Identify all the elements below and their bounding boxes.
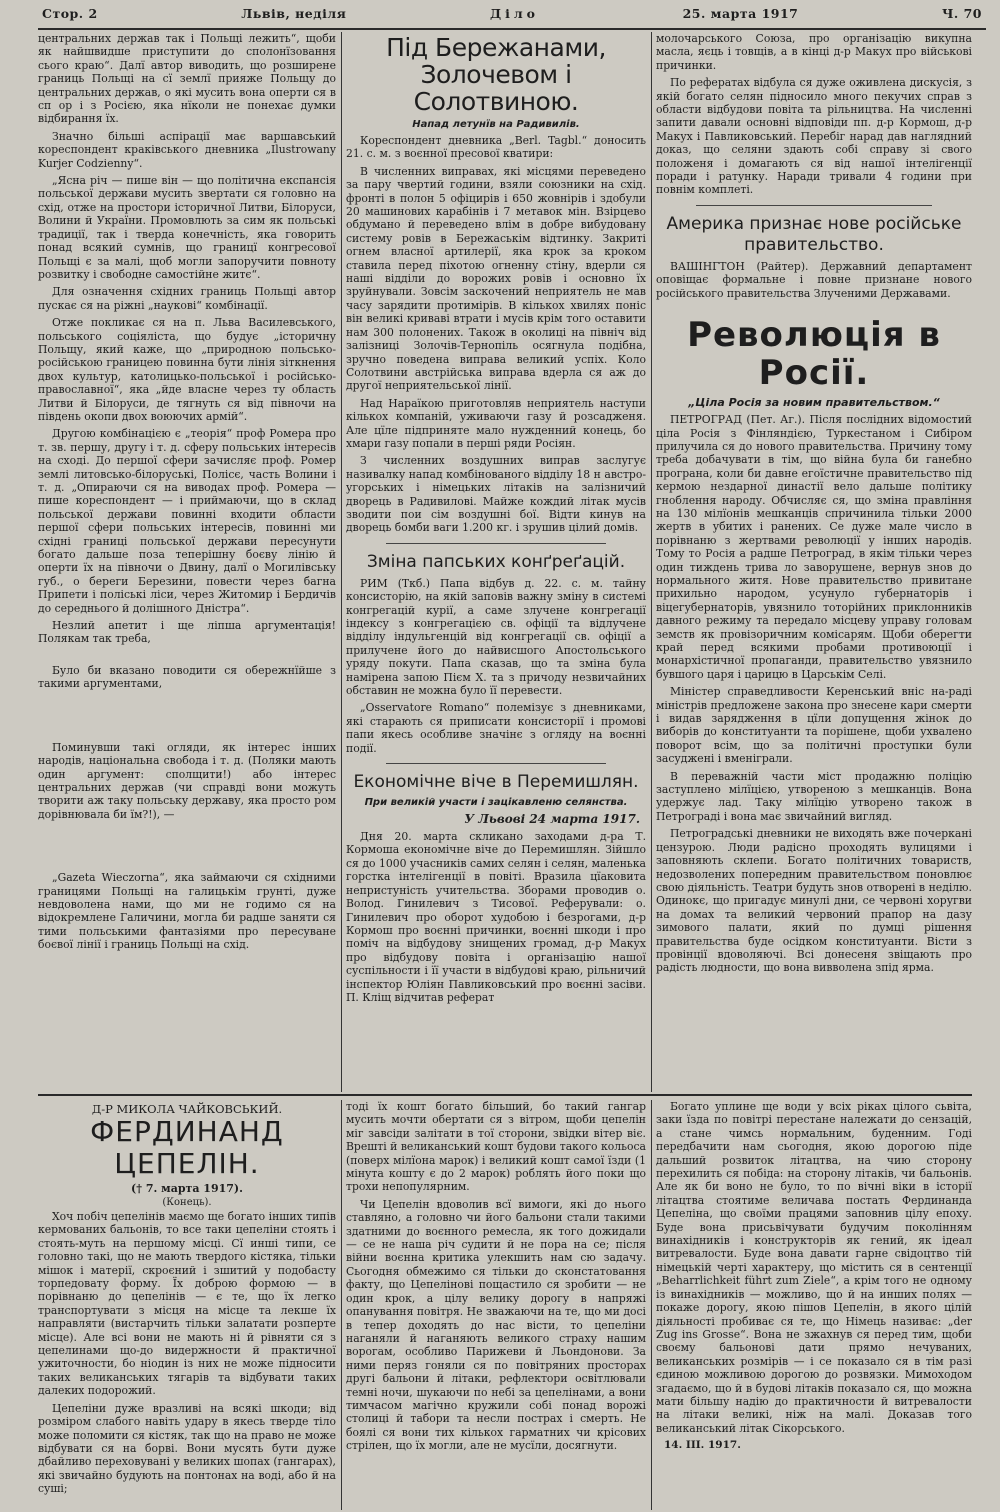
headline-america: Америка признає нове російське правительство. bbox=[666, 213, 962, 255]
conclusion-note: (Конець). bbox=[162, 1197, 212, 1208]
paragraph: тоді їх кошт богато більший, бо такий гангар мусить мочти обертати ся з вітром, щоби цепелін міг завсіди залітати в тої сторони, звідки вітер віє. Врешті й великанський кошт будови такого кольоса (поверх мілїона марок) і великий кошт самої їзди (1 мінута кошту є до 2 марок) роблять його поки що трохи непопулярним. bbox=[346, 1100, 646, 1194]
paragraph: Богато уплине ще води у всіх ріках цілого сьвіта, заки їзда по повітрі перестане належати до сензацій, а стане чимсь нормальним, буденним. Годі передбачити нам сьогодня, якою дорогою піде дальший розвиток літацтва, на чию сторону перехилить ся побіда: на сторону літаків, чи бальонів. Але як би воно не було, то по вічні віки в історії літацтва стоятиме величава постать Фердинанда Цепеліна, що своїми працями заповнив цілу епоху. Буде вона присьвічувати будучим поколінням винахідників і конструкторів як гений, як ідеал витревалости. Буде вона давати гарне свідоцтво тій німецькій черті характеру, що містить ся в сентенції „Beharrlichkeit führt zum Ziele“, а крім того не одному із винахідників — можливо, що й на инших полях — покаже дорогу, якою пішов Цепелін, в якого цілій діяльності пробиває ся те, що Німець називає: „der Zug ins Grosse“. Вона не зжахнув ся перед тим, щоби своєму бальонові дати прямо нечуваних, великанських розмірів — і се показало ся в тім разі єдиною можливою дорогою до розвязки. Мимоходом згадаємо, що й в будові літаків показало ся, що можна мати більшу надію до практичности й витревалости на літаки великі, ніж на малі. Доказав того великанський літак Сікорського. bbox=[656, 1100, 972, 1435]
article-separator bbox=[696, 205, 932, 206]
paragraph: Над Нараїкою приготовляв неприятель наступи кількох компаній, уживаючи газу й розсадженя. Але цїле підприняте мало нужденний конець, бо хмари газу попали в перші ряди Росіян. bbox=[346, 396, 646, 450]
subheadline: Напад летунїв на Радивилів. bbox=[412, 119, 580, 130]
page-number: Стор. 2 bbox=[42, 6, 98, 21]
paragraph: Значно більші аспірації має варшавський кореспондент краківського дневника „Ilustrowany Kurjer Codzienny“. bbox=[38, 129, 336, 170]
paragraph: центральних держав так і Польщі лежить“, щоби як найшвидше приступити до сполонїзовання сього краю“. Далї автор виводить, що розширене границь Польщі на сї землї прияже Польщу до центральних держав, о які мусить вона оперти ся в сп ор і з Росією, яка нїколи не понехає думки відбирання їх. bbox=[38, 32, 336, 126]
paragraph: молочарського Союза, про організацію викупна масла, яєць і товщів, а в кінці д-р Макух про військові причинки. bbox=[656, 32, 972, 72]
paragraph: Отже покликає ся на п. Льва Василевського, польського соціяліста, що будує „історичну Польщу, який каже, що „природною польсько-російською границею повинна бути лінія зіткнення двох культур, католицько-польської і російсько-православної“, яка „йде власне через ту область Литви й Білоруси, де тягнуть ся від півночи на південь окопи двох воюючих армій“. bbox=[38, 316, 336, 423]
paragraph: Поминувши такі огляди, як інтерес інших народів, національна свобода і т. д. (Поляки мають один аргумент: сполщити!) або інтерес центральних держав (чи справді вони можуть творити аж таку польську державу, яка просто ром дорівнювала би їм?!), — bbox=[38, 740, 336, 821]
column-rule bbox=[651, 32, 652, 1092]
zeppelin-column-3 bbox=[656, 1100, 972, 1510]
subheadline: „Ціла Росія за новим правительством.“ bbox=[688, 396, 940, 410]
section-divider bbox=[38, 1094, 972, 1096]
paragraph: З численних воздушних виправ заслугує називалку напад комбінованого відділу 18 н австро-угорських і німецьких літаків на залізничий дворець в Радивилові. Майже кождий літак мусів зводити пои сім воздушні бої. Відти кинув на дворець бомби ваги 1.200 кг. і зрушив цілий домів. bbox=[346, 454, 646, 535]
paragraph: Хоч побіч цепелінів маємо ще богато інших типів кермованих бальонів, то все таки цепеліни стоять і стоять-муть на першому місці. Сї инші типи, се головно такі, що не мають твердого кістяка, тільки мішок і матерії, скроєний і зшитий у подобасту торпедовату форму. Їх доброю формою — в порівнаню до цепелінів — є те, що їх легко транспортувати з місця на місце та лекше їх направляти (вистарчить тільки залатати розперте місце). Але всі вони не мають ні й рівняти ся з цепелинами що-до видержности й практичної ужиточности, бо ніодин із них не може підносити таких великанських тягарів та відбувати таких далеких подорожий. bbox=[38, 1210, 336, 1398]
issue-date: 25. марта 1917 bbox=[682, 6, 799, 21]
column-2 bbox=[346, 32, 646, 1092]
headline-revolution: Революція в Росії. bbox=[687, 315, 941, 394]
paragraph: Для означення східних границь Польщі автор пускає ся на ріжні „наукові“ комбінації. bbox=[38, 285, 336, 312]
signoff-date: 14. III. 1917. bbox=[664, 1439, 741, 1452]
headline-zeppelin: ФЕРДИНАНД ЦЕПЕЛІН. bbox=[90, 1115, 284, 1180]
subheadline: При великій участи і зацікавленю селянства. bbox=[364, 797, 628, 809]
paragraph: В переважній части міст продажню поліцію заступлено мілїцією, утвореною з мешканців. Вона удержує лад. Таку мілїцію утворено також в Петрограді і вона має звичайний вигляд. bbox=[656, 769, 972, 823]
paragraph: В численних виправах, які місцями переведено за пару чвертий години, взяли союзники на схід. фронті в полон 5 офіцирів і 650 жовнірів і здобули 20 машинових карабінів і 7 метавок мін. Взірцево обдумано й переведено влім в добре вибудовану систему ровів в Бережаськім відтинку. Закриті огнем власної артилерії, яка крок за кроком ставила перед піхотою огненну стіну, вдерли ся наші відділи до ворожих ровів і основно їх зруйнували. Зовсім заскочений неприятель не мав часу зарядити протимірів. В кількох хвилях поніс він великі криваві втрати і мусів крім того оставити нам 300 полонених. Також в околиці на північ від залізниці Золочів-Тернопіль осягнула подібна, зручно поведена виправа великий успіх. Коло Солотвини австрійська виправа вдерла ся аж до другої неприятельської лінії. bbox=[346, 164, 646, 393]
paragraph: Петроградські дневники не виходять вже почеркані цензурою. Люди радісно проходять вулицями і заповняють склепи. Богато політичних товариств, недозволених попередним правительством поновлює свою діяльність. Театри будуть знов отворені в неділю. Одинокє, що пригадує минулі дни, се червоні хоругви на домах та великий червоний прапор на дазу зимового палати, який по думці рішення правительства буде осідком конституанти. Вісти з провінції вдоволяючі. Всі донесеня звіщають про радість людности, що вона вивволена зпід ярма. bbox=[656, 827, 972, 975]
author-byline: Д-Р МИКОЛА ЧАЙКОВСЬКИЙ. bbox=[91, 1102, 283, 1116]
paragraph: Було би вказано поводити ся обережнїйше з такими аргументами, bbox=[38, 663, 336, 691]
headline-economic: Економічне віче в Перемишлян. bbox=[353, 772, 639, 793]
paragraph: ПЕТРОГРАД (Пет. Аг.). Після послідних відомостий ціла Росія з Фінляндією, Туркестаном і Сибіром прилучила ся до нового правительства. Причину тому треба добачувати в тім, що війна була би ганебно програна, коли би давне егоїстичне правительство під кермою нездарної династії вело дальше політику гноблення народу. Обчисляє ся, що зміна правління на 130 мілїонів мешканців спричинила тільки 2000 жертв в убитих і ранених. Се дуже мале число в порівнаню з жертвами революції у інших народів. Тому то Росія а радше Петроград, в якім тільки через один тиждень трива ло заворушене, вернув знов до нормального житя. Нове правительство привитане прихильно народом, усунуло губернаторів і віцегубернаторів, увязнило тоторійних приклонників давного режиму та передало місцеву управу головам земств як провізоричним комісарям. Щоби оберегти край перед всякими пробами противоюції і монархістичної пропаганди, правительство увязнило бувшого царя і царицю в Царськім Селі. bbox=[656, 413, 972, 681]
column-rule bbox=[341, 32, 342, 1092]
article-separator bbox=[386, 543, 606, 544]
column-rule bbox=[651, 1100, 652, 1510]
paragraph: По рефератах відбула ся дуже оживлена дискусія, з якій богато селян підносило много пекучих справ з области відбудови повіта та рільництва. На численні запити давали основні відповіди пп. д-р Кормош, д-р Макух і Павликовський. Перебіг нарад дав наглядний доказ, що селяни здають собі справу зі свого положеня і домагають ся від нашої інтелігенції поради і ратунку. Наради тривали 4 години при повнім комплеті. bbox=[656, 76, 972, 197]
paragraph: РИМ (Ткб.) Папа відбув д. 22. с. м. тайну консисторію, на якій заповів важну зміну в системі конгрегацій курії, а саме злучене конгрегації індексу з конгрегацією св. офіції та відлучене відділу індульгенцій від конгрегації св. офіції а прилучене його до найвисшого Апостольського уряду покути. Папа сказав, що та зміна була намірена запою Пієм Х. та з причоду незвичайних обставин не можна було її перевести. bbox=[346, 576, 646, 698]
paragraph: Чи Цепелін вдоволив всї вимоги, які до нього ставляно, а головно чи його бальони стали такими здатними до воєнного ремесла, як того дожидали — се не наша річ судити й не пора на се; після війни воєнна критика улекшить нам сю задачу. Сьогодня обмежимо ся тільки до сконстатовання факту, що Цепелінові пощастило ся зробити — не один крок, а цілу велику дорогу в напряжі опанування повітря. Не зважаючи на те, що ми досі в тепер доходять до нас вісти, то цепеліни наганяли й наганяють великого страху нашим ворогам, особливо Парижеви й Льондонови. За ними перяз гоняли ся по повітряних просторах другі бальони й літаки, рефлектори освітлювали темні ночи, шукаючи по небі за цепелінами, а вони тимчасом магічно кружили собі понад ворожі столиці й табори та несли пострах і смерть. Не боялі ся вони тих кількох гарматних чи крісових стрілен, що їх могли, але не мусїли, досягнути. bbox=[346, 1197, 646, 1453]
headline-berezhany: Під Бережанами, Золочевом і Солотвиною. bbox=[386, 33, 606, 116]
paragraph: ВАШІНГТОН (Райтер). Державний департамент оповіщає формальне і повне признане нового російського правительства Злученими Державами. bbox=[656, 259, 972, 300]
paragraph: Кореспондент дневника „Berl. Tagbl.“ доносить 21. с. м. з воєнної пресової кватири: bbox=[346, 134, 646, 161]
death-date: († 7. марта 1917). bbox=[131, 1182, 243, 1195]
masthead bbox=[38, 6, 986, 30]
paragraph: Цепеліни дуже вразливі на всякі шкоди; від розміром слабого навіть удару в якесь тверде тіло може поломити ся кістяк, так що на право не може відбувати ся на борві. Вони мусять бути дуже дбайливо переховувані у великих шопах (гангарах), які звичайно будують на понтонах на воді, або й на суші; bbox=[38, 1401, 336, 1496]
paragraph: Дня 20. марта скликано заходами д-ра Т. Кормоша економічне віче до Перемишлян. Зійшло ся до 1000 учасників самих селян і селян, маленька горстка інтелігенції в повіті. Вразила цїаковита непристуність учительства. Зборами проводив о. Волод. Гинилевич з Тисової. Реферували: о. Гинилевич про оборот худобою і безрогами, д-р Кормош про воєнні причинки, воєнні шкоди і про поміч на відбудову знищених громад, д-р Макух про відбудову повіта і організацію нашої суспільности і її участи в відбудові краю, рільничий інспектор Юліян Павликовський про воєнні засіви. П. Кліщ відчитав реферат bbox=[346, 830, 646, 1004]
paragraph: Незлий апетит і ще ліпша аргументація! Полякам так треба, bbox=[38, 619, 336, 646]
place-day: Львів, неділя bbox=[241, 6, 347, 21]
paragraph: Міністер справедливости Керенський вніс на-раді міністрів предложене закона про знесене кари смерти і видав зарядження в цїли допущення жінок до виборів до конституанти та порішене, щоби ухвалено поворот всім, що за політичні проступки були засуджені і вменіграли. bbox=[656, 685, 972, 766]
paragraph: „Gazeta Wieczorna“, яка займаючи ся східними границями Польщі на галицькім грунті, дуже невдоволена нами, що ми не годимо ся на відокремлене Галичини, могла би радше заняти ся тими польськими фантазіями про пересуване боєвої лінії і границь Польщі на схід. bbox=[38, 871, 336, 952]
article-separator bbox=[386, 763, 606, 764]
zeppelin-column-1 bbox=[38, 1100, 336, 1510]
dateline: У Львові 24 марта 1917. bbox=[464, 812, 640, 827]
headline-pope: Зміна папських конґреґацій. bbox=[366, 551, 626, 572]
column-1 bbox=[38, 32, 336, 1092]
paragraph: „Ясна річ — пише він — що політична експансія польської держави мусить звертати ся головно на схід, отже на простори історичної Литви, Білоруси, Волини й України. Промовлють за сим як польські традиції, так і тверда конечність, яка говорить понад всякий сумнів, що границї конгресової Польщі є за малі, щоб могли запоручити повноту розвитку і свободне самостійне житє“. bbox=[38, 174, 336, 281]
zeppelin-column-2 bbox=[346, 1100, 646, 1510]
paragraph: Другою комбінацією є „теорія“ проф Ромера про т. зв. першу, другу і т. д. сферу польських інтересів на сході. До першої сфери зачисляє проф. Ромер землі литовсько-білоруські, Полісє, часть Волини і т. д. „Опираючи ся на виводах проф. Ромера — пише кореспондент — і приймаючи, що в склад польської держави повинні входити области першої сфери польських інтересів, повинні ми східні границі польської держави пересунути богато дальше поза теперішну боєву лінію й оперти їх на півночи о Двину, далї о Могилівську губ., о береги Березини, повести через багна Припети і поліські ліси, через Житомир і Бердичів до середнього й долішного Дністра“. bbox=[38, 427, 336, 615]
column-3 bbox=[656, 32, 972, 1092]
paper-title: Діло bbox=[489, 6, 539, 21]
paragraph: „Osservatore Romano“ полемізує з дневниками, які старають ся приписати консисторії і промові папи якесь особливе значінє з огляду на воєнні події. bbox=[346, 701, 646, 755]
column-rule bbox=[341, 1100, 342, 1510]
issue-number: Ч. 70 bbox=[941, 6, 982, 21]
